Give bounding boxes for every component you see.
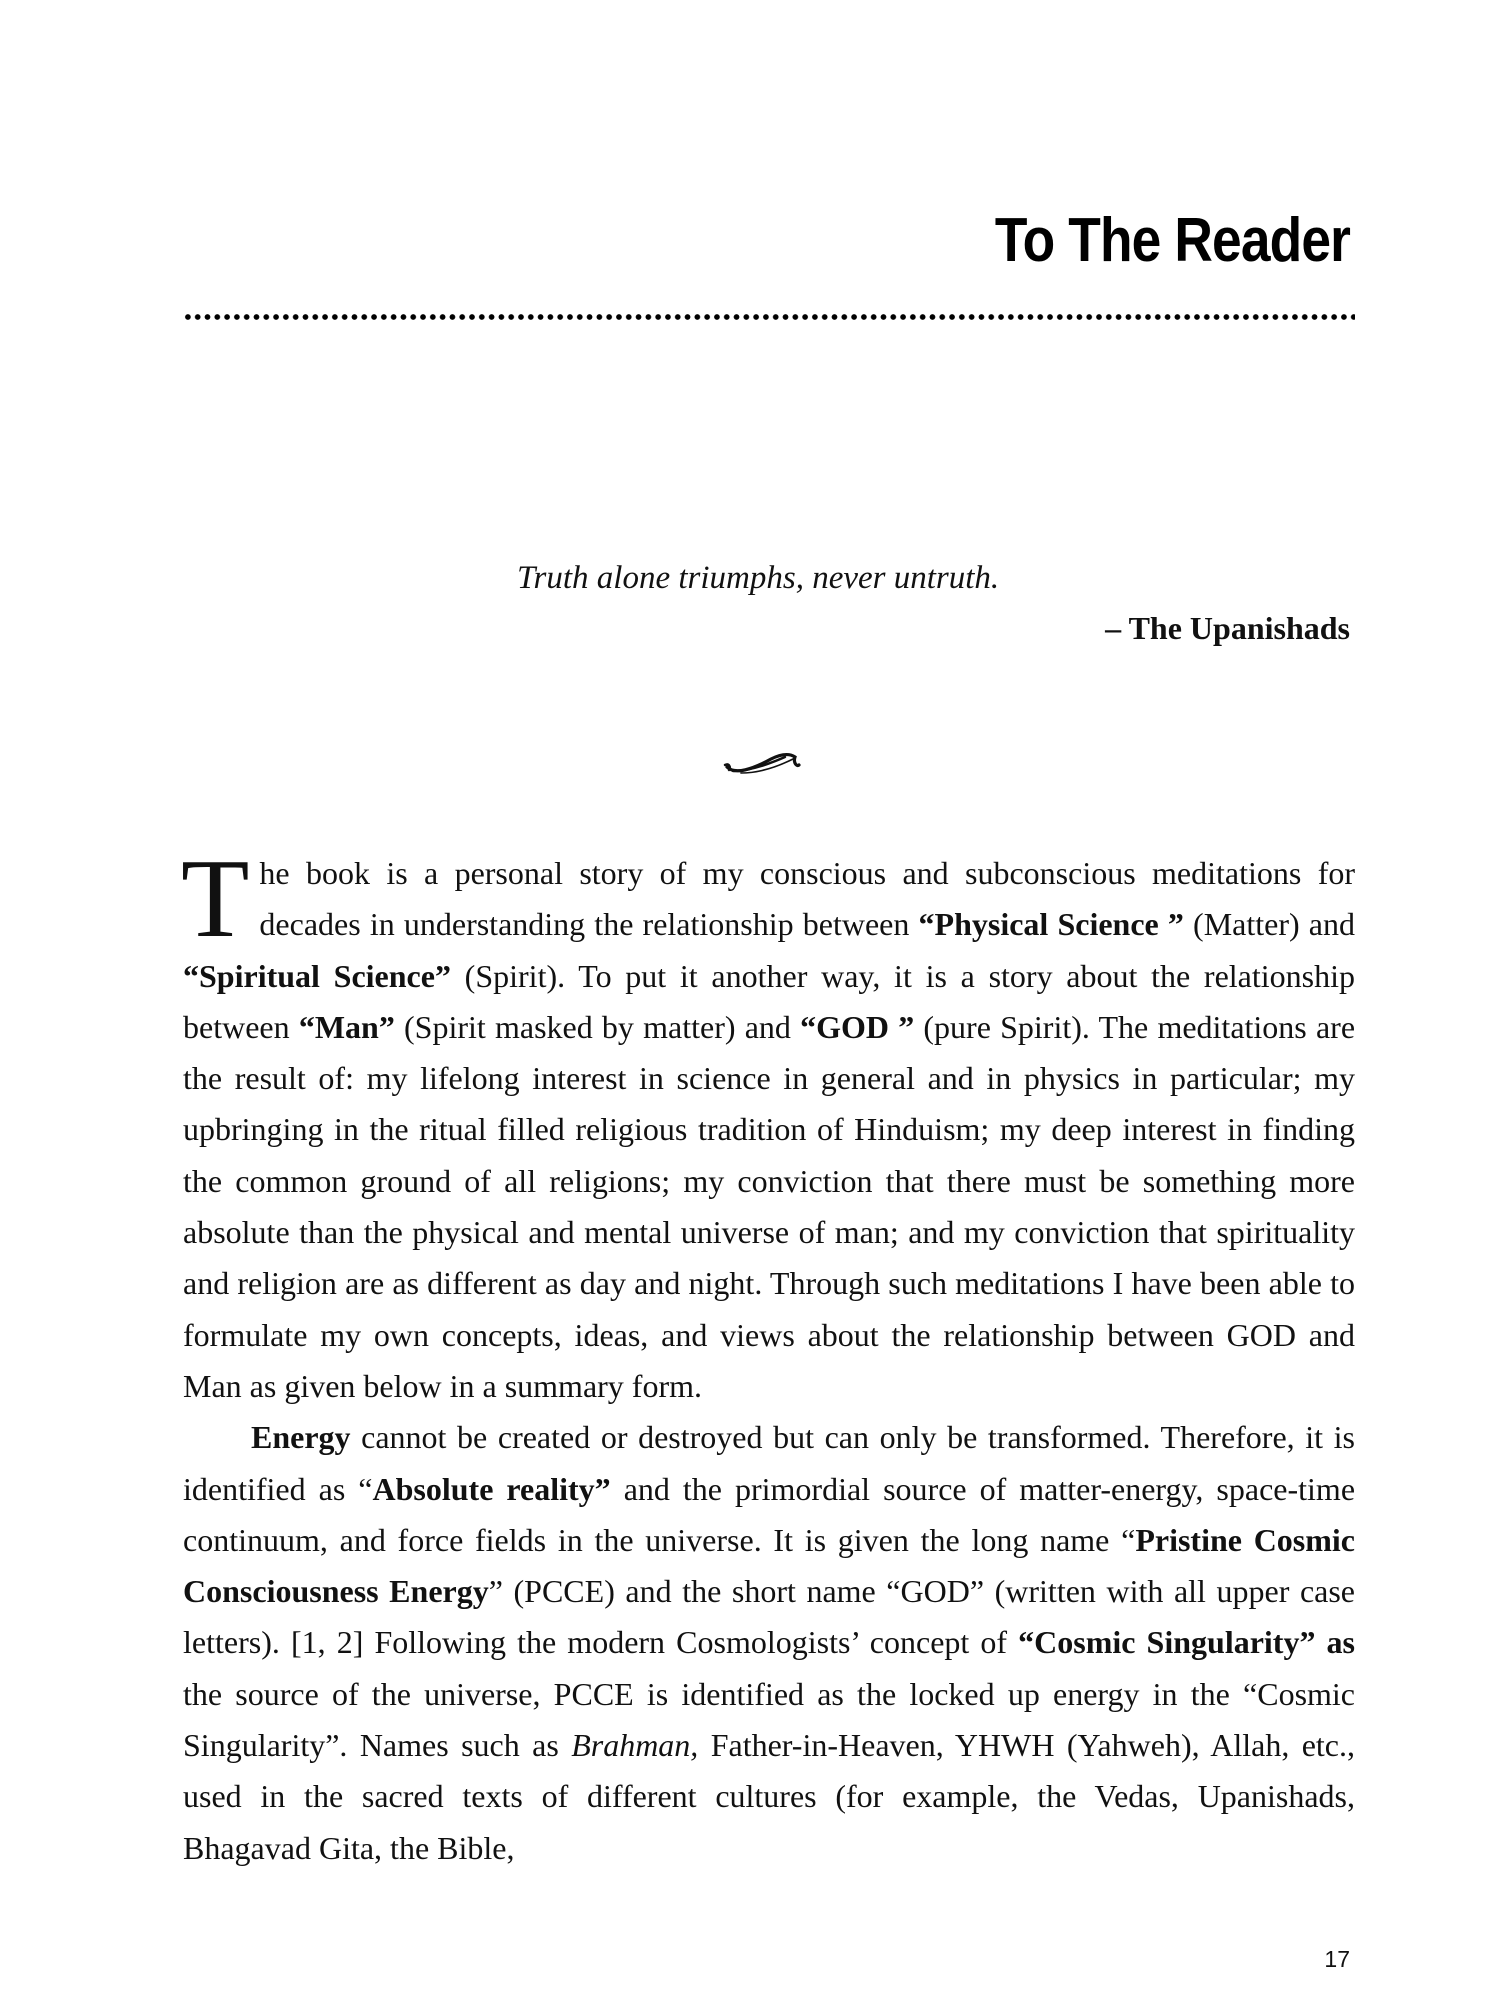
text-run: the source of the universe, PCCE is identified as the locked up energy in the “Cosmic Singularity”. Names such as: [183, 1675, 1355, 1764]
bold-term: “Man”: [298, 1008, 395, 1045]
bold-term: Absolute reality”: [372, 1470, 611, 1507]
bold-term: “Spiritual Science”: [183, 957, 451, 994]
dotted-divider: [183, 313, 1355, 321]
body-text: [181, 837, 1356, 1874]
text-run: cannot be created or destroyed but can only be transformed. Therefore, it is identified as “: [183, 1419, 1355, 1507]
text-run: (pure Spirit). The meditations are the result of: my lifelong interest in science in general and in physics in particular; my upbringing in the ritual filled religious tradition of Hinduism; my deep interest in finding the common ground of all religions; my conviction that there must be something more absolute than the physical and mental universe of man; and my conviction that spirituality and religion are as different as day and night. Through such meditations I have been able to formulate my own concepts, ideas, and views about the relationship between GOD and Man as given below in a summary form.: [183, 1008, 1356, 1404]
bold-term: “Cosmic Singularity” as: [1018, 1624, 1355, 1661]
italic-term: Brahman,: [571, 1727, 699, 1764]
text-run: and the primordial source of matter-energy, space-time continuum, and force fields in the universe. It is given the long name “: [183, 1470, 1356, 1558]
chapter-title: To The Reader: [994, 206, 1350, 275]
flourish-ornament-icon: [723, 745, 803, 781]
text-run: ” (PCCE) and the short name “GOD” (written with all upper case letters). [1, 2] Following the modern Cosmologists’ concept of: [183, 1573, 1356, 1661]
text-run: Father-in-Heaven, YHWH (Yahweh), Allah, etc., used in the sacred texts of different cultures (for example, the Vedas, Upanishads, Bhagavad Gita, the Bible,: [183, 1727, 1356, 1866]
bold-term: Pristine Cosmic Consciousness Energy: [183, 1521, 1356, 1610]
text-run: (Spirit masked by matter) and: [394, 1008, 801, 1045]
drop-cap: T: [181, 837, 250, 961]
text-run: (Matter) and: [1183, 906, 1356, 943]
bold-term: “GOD ”: [800, 1008, 915, 1045]
paragraph: [183, 1412, 1355, 1874]
text-run: he book is a personal story of my conscious and subconscious meditations for decades in understanding the relationship between: [259, 855, 1355, 943]
epigraph-source: – The Upanishads: [1105, 610, 1350, 646]
page-number: 17: [1324, 1946, 1350, 1972]
epigraph-quote: Truth alone triumphs, never untruth.: [517, 560, 1000, 596]
paragraph: [181, 837, 1356, 1412]
bold-term: “Physical Science ”: [918, 906, 1184, 943]
text-run: (Spirit). To put it another way, it is a story about the relationship between: [183, 957, 1356, 1045]
bold-term: Energy: [251, 1419, 351, 1456]
